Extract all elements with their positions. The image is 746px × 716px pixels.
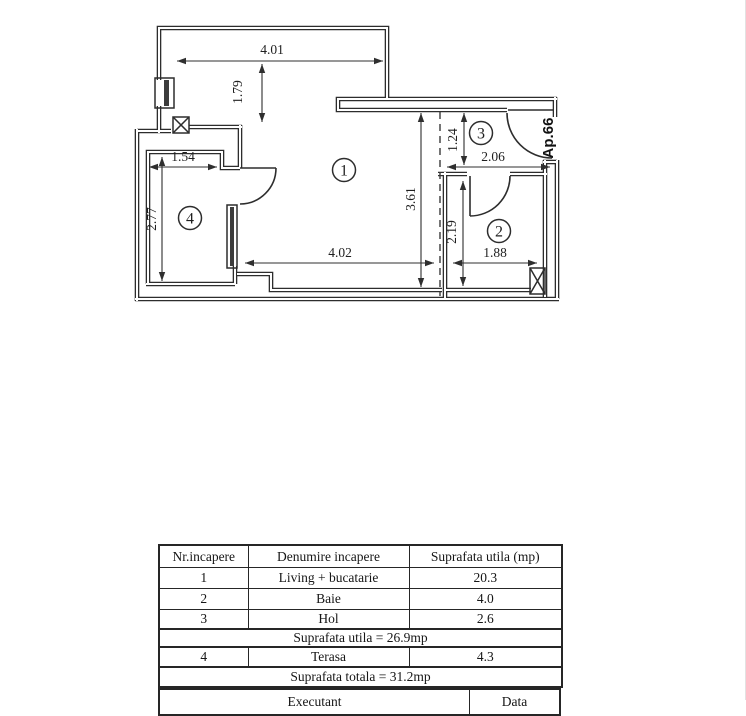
dim-living-height: 3.61 [403, 187, 418, 211]
subtotal-text: Suprafata utila = 26.9mp [159, 629, 562, 647]
shaft-box-top-left [173, 117, 189, 133]
table-row [159, 568, 562, 589]
areas-table-grid [158, 544, 563, 688]
room-number-hol: 3 [477, 125, 485, 143]
cell-area: 4.3 [409, 647, 562, 667]
dim-living-top-width: 4.01 [260, 42, 284, 57]
areas-table [158, 544, 561, 716]
cell-nr: 3 [159, 610, 248, 630]
signature-row [158, 688, 561, 716]
table-row [159, 589, 562, 610]
cell-name: Baie [248, 589, 409, 610]
dim-living-left-height: 1.79 [230, 80, 245, 104]
room-markers [179, 122, 511, 243]
cell-nr: 1 [159, 568, 248, 589]
cell-name: Hol [248, 610, 409, 630]
cell-area: 2.6 [409, 610, 562, 630]
cell-nr: 4 [159, 647, 248, 667]
data-cell: Data [501, 694, 528, 709]
total-row [159, 667, 562, 687]
header-nr-incapere: Nr.incapere [159, 545, 248, 568]
subtotal-row [159, 629, 562, 647]
windows [155, 78, 237, 268]
table-header-row [159, 545, 562, 568]
dim-hol-height: 1.24 [445, 128, 460, 152]
bath-door [470, 176, 510, 216]
room-number-baie: 2 [495, 223, 503, 241]
doors [240, 110, 553, 216]
header-suprafata-utila: Suprafata utila (mp) [409, 545, 562, 568]
dim-hol-width: 2.06 [481, 149, 505, 164]
cell-area: 4.0 [409, 589, 562, 610]
table-row-terasa [159, 647, 562, 667]
cell-nr: 2 [159, 589, 248, 610]
dim-baie-height: 2.19 [444, 220, 459, 244]
window-terasa-wall [227, 205, 237, 268]
total-text: Suprafata totala = 31.2mp [159, 667, 562, 687]
room-number-terasa: 4 [186, 210, 194, 228]
apartment-label: Ap.66 [540, 117, 557, 159]
executant-cell: Executant [160, 690, 470, 714]
cell-name: Terasa [248, 647, 409, 667]
terasa-door [240, 168, 276, 204]
header-denumire-incapere: Denumire incapere [248, 545, 409, 568]
dim-terasa-width: 1.54 [171, 149, 195, 164]
dim-terasa-height: 2.77 [144, 207, 159, 231]
dim-living-width: 4.02 [328, 245, 352, 260]
table-row [159, 610, 562, 630]
room-number-living: 1 [340, 162, 348, 180]
cell-area: 20.3 [409, 568, 562, 589]
cell-name: Living + bucatarie [248, 568, 409, 589]
dim-baie-width: 1.88 [483, 245, 507, 260]
window-left-wall [155, 78, 174, 108]
